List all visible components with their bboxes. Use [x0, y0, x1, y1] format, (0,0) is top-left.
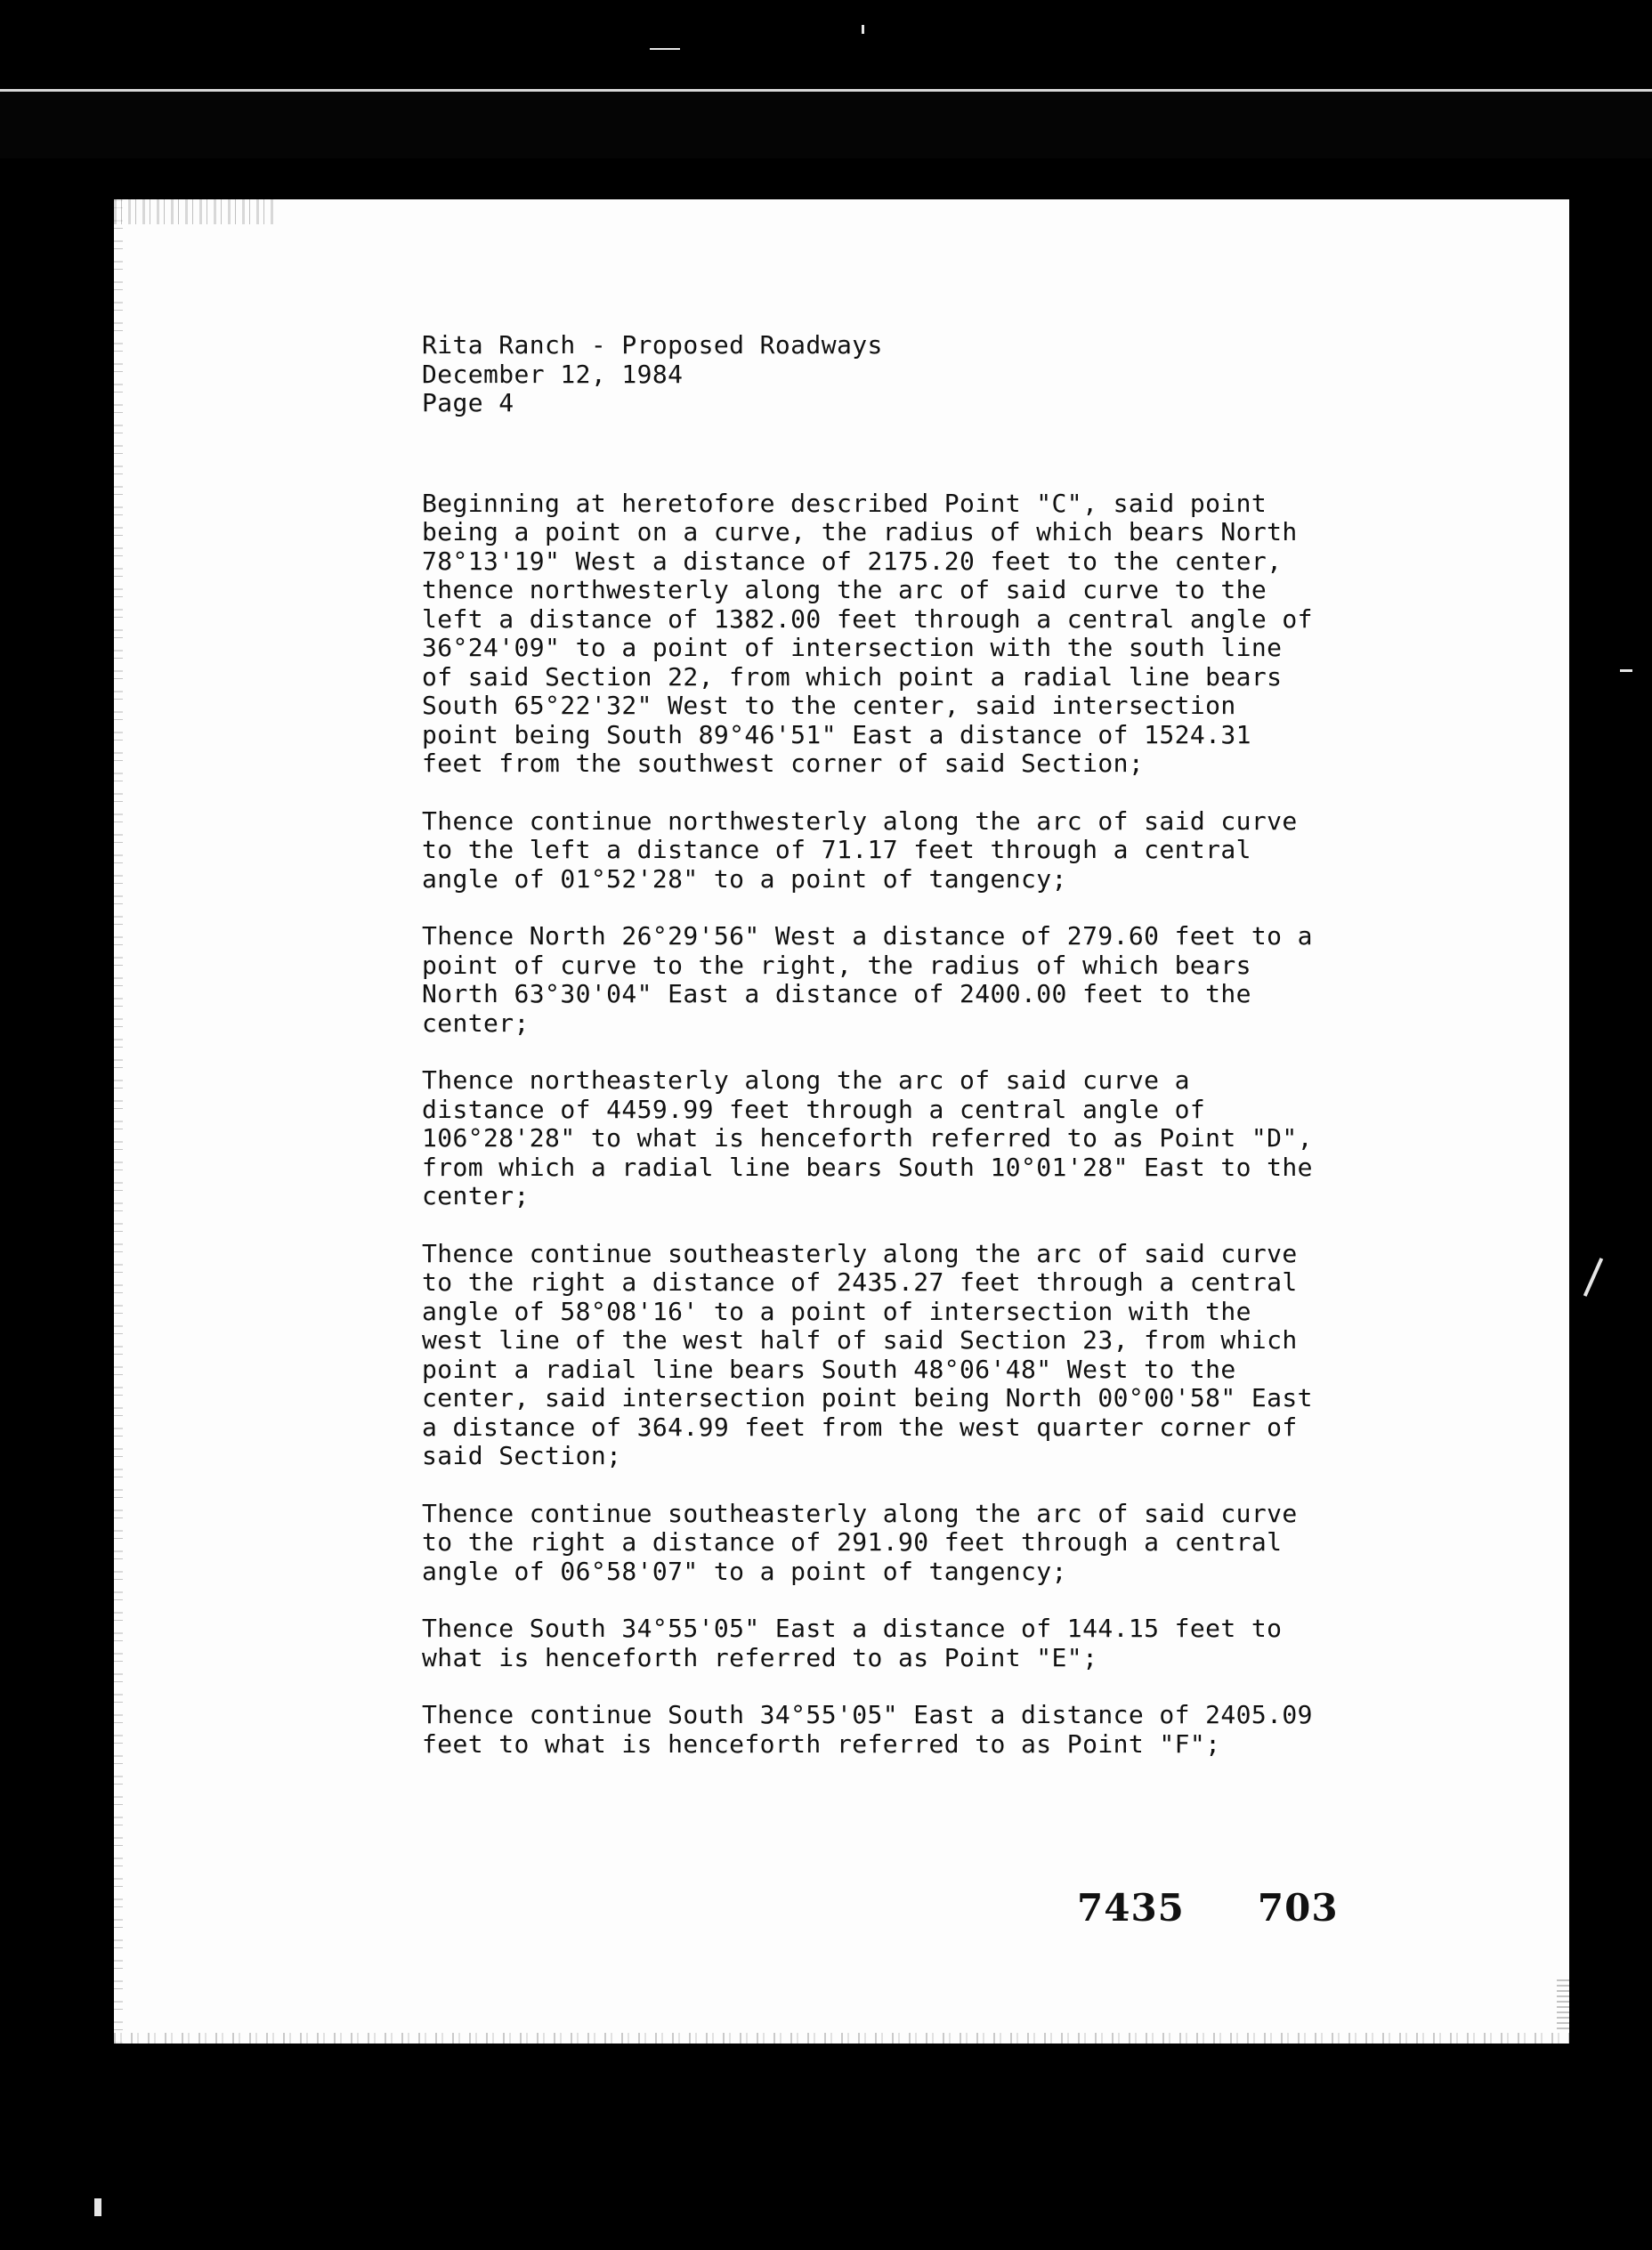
paragraph [422, 922, 1535, 1038]
text-line: Thence northeasterly along the arc of said curve a [422, 1065, 1190, 1095]
text-line: what is henceforth referred to as Point "E"; [422, 1642, 1098, 1672]
text-line: to the right a distance of 291.90 feet through a central [422, 1527, 1283, 1557]
scan-speck [1620, 669, 1632, 672]
text-line: 106°28'28" to what is henceforth referred to as Point "D", [422, 1123, 1313, 1153]
text-line: North 63°30'04" East a distance of 2400.00 feet to the [422, 979, 1251, 1008]
scan-speck [650, 48, 680, 50]
paragraph [422, 1500, 1535, 1587]
text-line: to the left a distance of 71.17 feet through a central [422, 835, 1251, 864]
document-page [114, 199, 1569, 2044]
paragraph [422, 490, 1535, 779]
page-codes [1077, 1886, 1339, 1930]
document-date: December 12, 1984 [422, 359, 684, 389]
paragraph [422, 807, 1535, 894]
text-line: left a distance of 1382.00 feet through a central angle of [422, 603, 1313, 634]
text-line: 36°24'09" to a point of intersection with the south line [422, 633, 1283, 662]
text-line: feet from the southwest corner of said Section; [422, 749, 1145, 778]
text-line: distance of 4459.99 feet through a central angle of [422, 1094, 1206, 1124]
paragraph [422, 1240, 1535, 1471]
document-header [422, 331, 1535, 418]
text-line: Thence continue southeasterly along the arc of said curve [422, 1238, 1298, 1268]
document-title: Rita Ranch - Proposed Roadways [422, 330, 883, 360]
text-line: west line of the west half of said Section 23, from which [422, 1325, 1298, 1355]
scan-speck [1583, 1258, 1603, 1297]
text-line: Thence North 26°29'56" West a distance of 279.60 feet to a [422, 921, 1313, 951]
text-line: center; [422, 1008, 530, 1038]
text-line: Thence continue South 34°55'05" East a distance of 2405.09 [422, 1700, 1313, 1729]
paragraph [422, 1701, 1535, 1759]
text-line: point being South 89°46'51" East a distance of 1524.31 [422, 719, 1251, 749]
text-line: Thence continue northwesterly along the arc of said curve [422, 805, 1298, 836]
page-edge-noise [114, 2033, 1569, 2044]
text-line: of said Section 22, from which point a radial line bears [422, 661, 1283, 692]
docket-number: 7435 [1077, 1886, 1185, 1930]
text-line: thence northwesterly along the arc of said curve to the [422, 575, 1267, 604]
scanner-top-band [0, 92, 1652, 158]
letter-body [422, 331, 1535, 1787]
page-stamp-number: 703 [1257, 1886, 1339, 1930]
text-line: center; [422, 1181, 530, 1210]
text-line: from which a radial line bears South 10°01'28" East to the [422, 1152, 1313, 1182]
page-edge-noise [1557, 1979, 1569, 2033]
text-line: feet to what is henceforth referred to as Point "F"; [422, 1728, 1221, 1759]
paragraph [422, 1066, 1535, 1211]
text-line: point a radial line bears South 48°06'48" West to the [422, 1354, 1236, 1384]
text-line: South 65°22'32" West to the center, said intersection [422, 691, 1236, 720]
text-line: angle of 01°52'28" to a point of tangency; [422, 863, 1067, 894]
text-line: angle of 06°58'07" to a point of tangency; [422, 1556, 1067, 1586]
page-edge-noise [114, 199, 274, 224]
text-line: said Section; [422, 1441, 622, 1470]
text-line: being a point on a curve, the radius of which bears North [422, 517, 1298, 546]
text-line: Thence continue southeasterly along the arc of said curve [422, 1498, 1298, 1528]
text-line: Thence South 34°55'05" East a distance of 144.15 feet to [422, 1614, 1283, 1643]
paragraph [422, 1615, 1535, 1672]
text-line: Beginning at heretofore described Point "C", said point [422, 488, 1267, 518]
page-number: Page 4 [422, 388, 514, 417]
scan-speck [94, 2198, 101, 2216]
text-line: center, said intersection point being North 00°00'58" East [422, 1383, 1313, 1412]
text-line: angle of 58°08'16' to a point of intersection with the [422, 1296, 1251, 1326]
text-line: a distance of 364.99 feet from the west quarter corner of [422, 1412, 1298, 1442]
page-edge-noise [114, 199, 123, 2044]
scan-speck [862, 25, 864, 34]
text-line: to the right a distance of 2435.27 feet through a central [422, 1267, 1298, 1297]
text-line: point of curve to the right, the radius of which bears [422, 950, 1251, 980]
text-line: 78°13'19" West a distance of 2175.20 feet to the center, [422, 546, 1283, 576]
legal-description [422, 490, 1535, 1760]
